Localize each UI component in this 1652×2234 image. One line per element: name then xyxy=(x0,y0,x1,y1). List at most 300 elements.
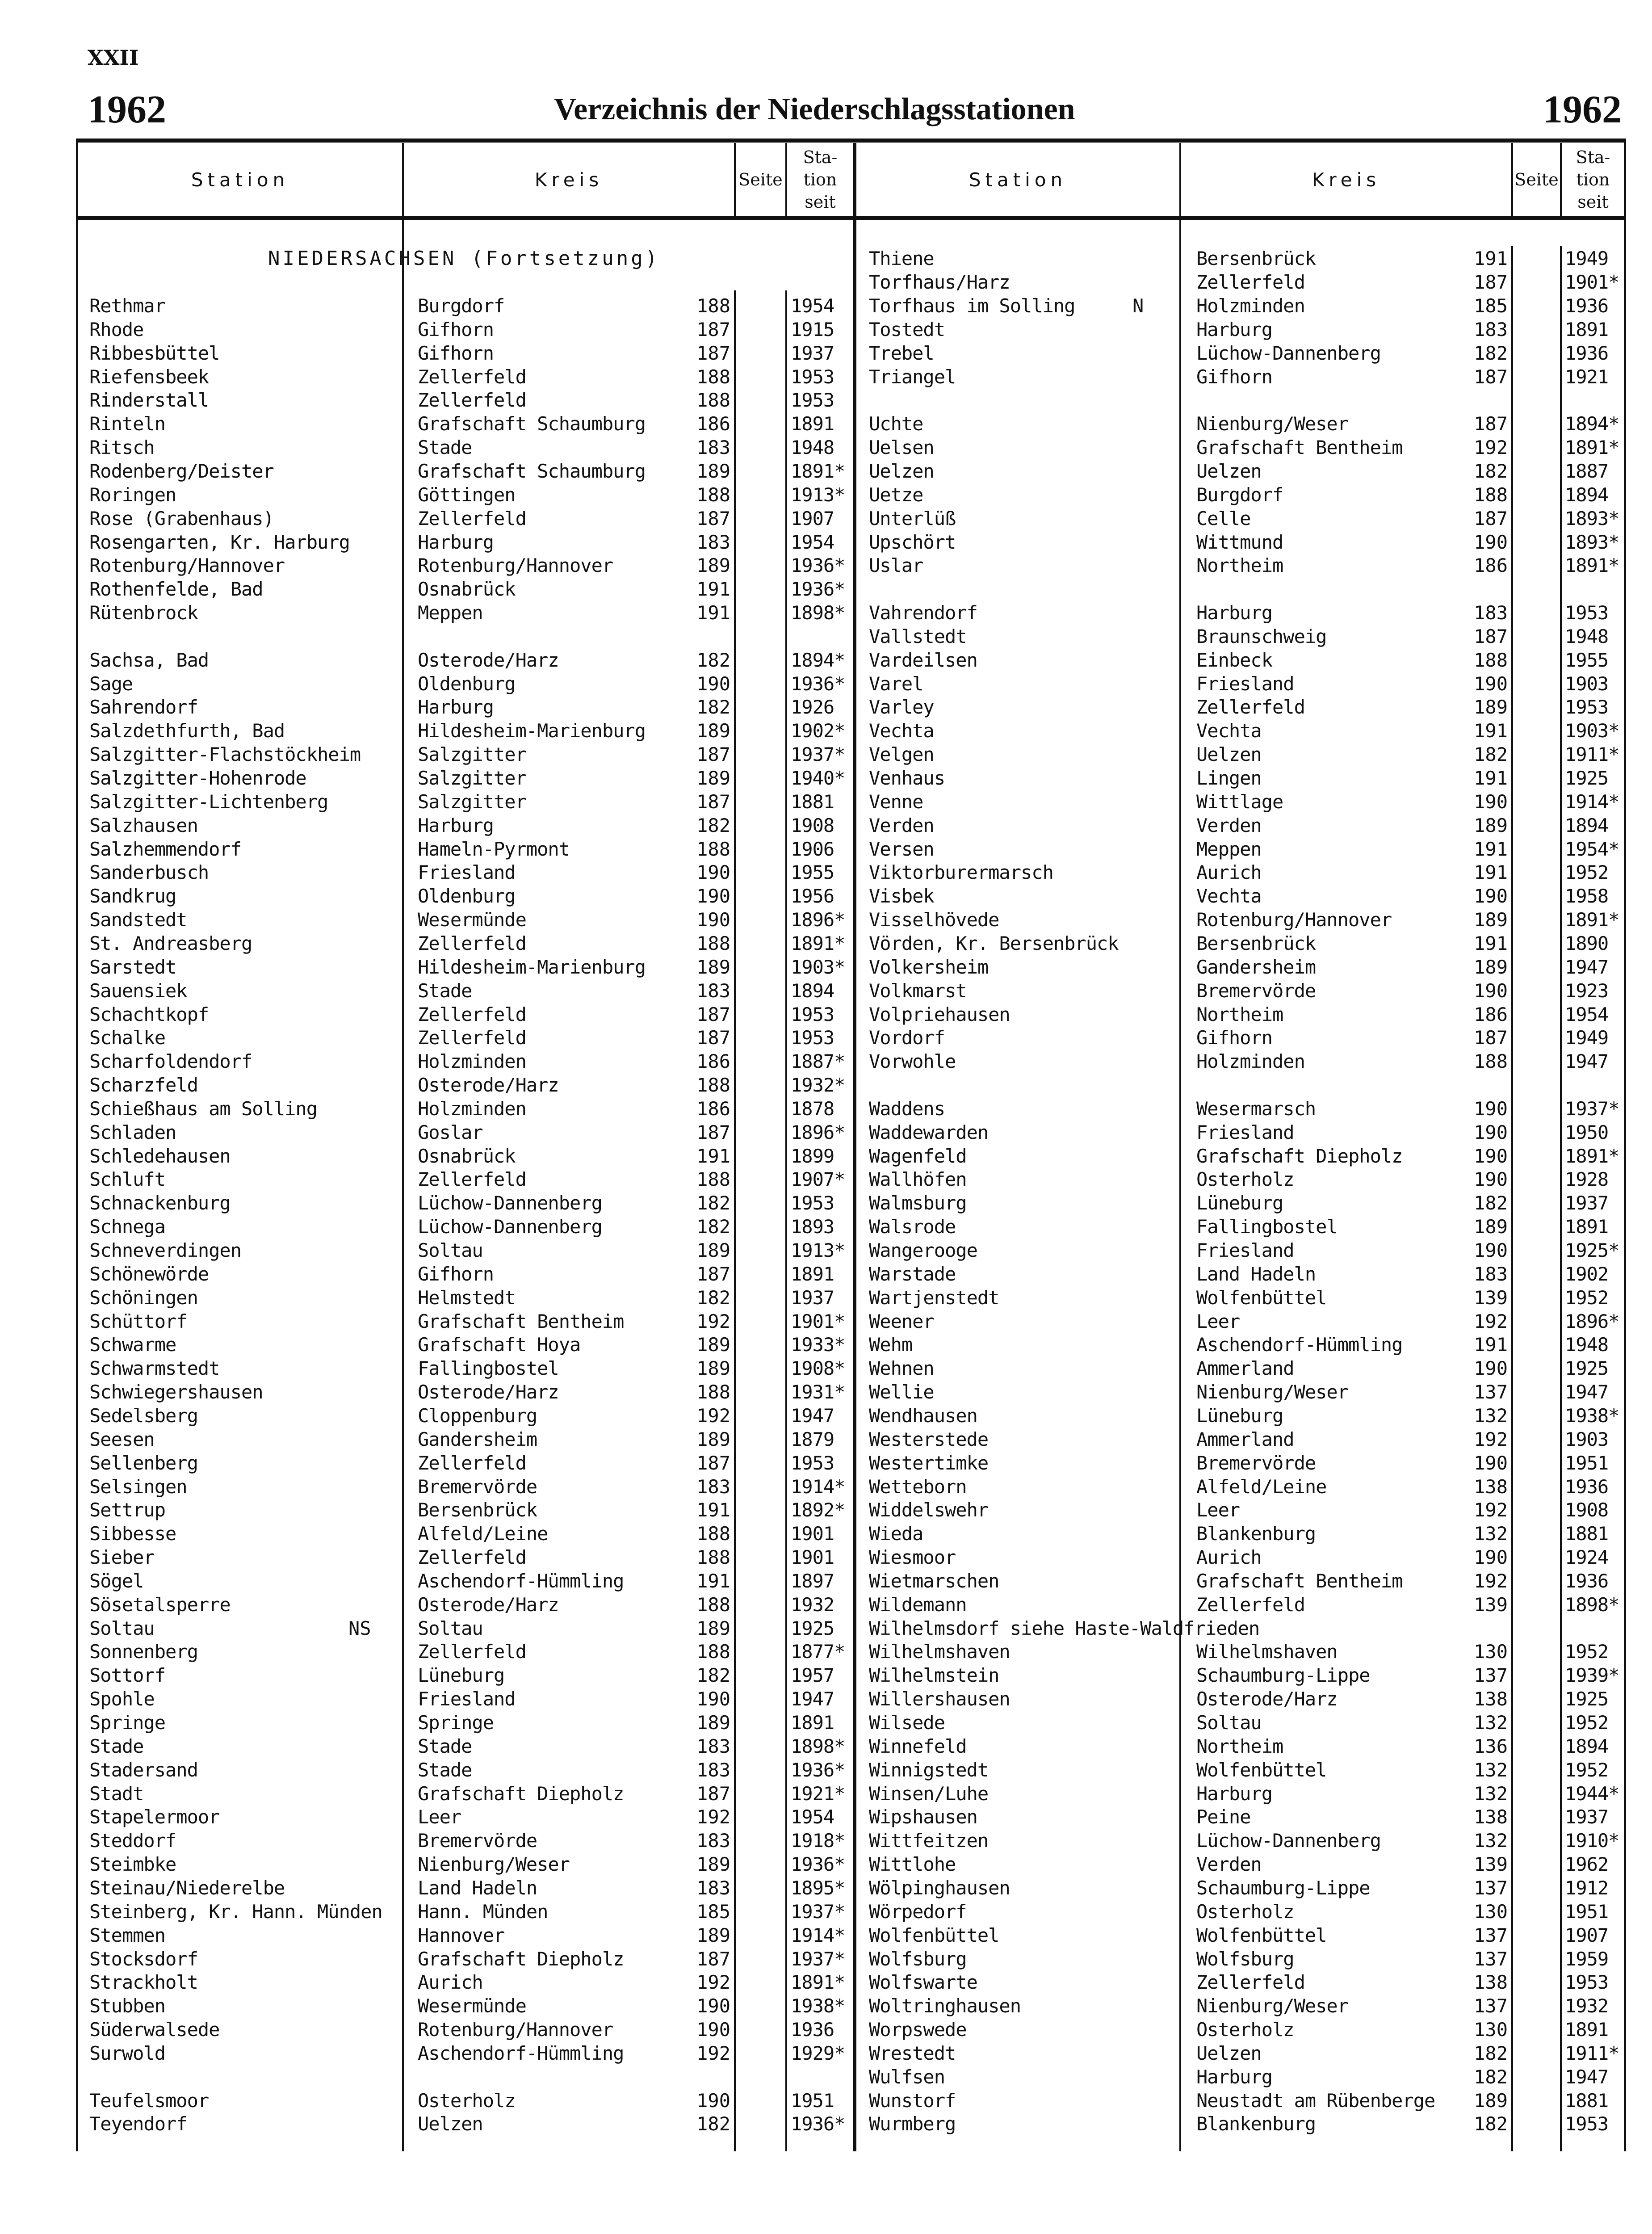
seite-value: 190 xyxy=(1474,1145,1508,1167)
station-seit-year: 1936 xyxy=(1565,342,1609,364)
kreis-name: Stade xyxy=(418,979,472,1002)
kreis-name: Gifhorn xyxy=(418,342,494,364)
station-seit-year: 1907 xyxy=(1565,1924,1609,1946)
seite-value: 182 xyxy=(696,814,730,836)
station-name: Wehm xyxy=(869,1334,913,1356)
seite-value: 187 xyxy=(696,318,730,340)
seite-value: 189 xyxy=(696,1617,730,1639)
seite-value: 188 xyxy=(1474,483,1508,506)
station-seit-year: 1891 xyxy=(791,413,834,435)
table-row xyxy=(0,1970,1652,1994)
station-name: Wolfswarte xyxy=(869,1971,977,1994)
page-title: Verzeichnis der Niederschlagsstationen xyxy=(554,92,1075,126)
seite-value: 183 xyxy=(1474,602,1508,624)
seite-value: 190 xyxy=(696,885,730,907)
station-name: Wölpinghausen xyxy=(869,1877,1010,1899)
seite-value: 188 xyxy=(1474,1050,1508,1073)
kreis-name: Lüchow-Dannenberg xyxy=(1196,342,1381,364)
kreis-name: Osterholz xyxy=(1196,1900,1294,1923)
station-name: Settrup xyxy=(89,1499,166,1521)
station-name: Rhode xyxy=(89,318,144,340)
kreis-name: Lingen xyxy=(1196,767,1262,789)
table-row xyxy=(0,577,1652,601)
station-seit-year: 1903* xyxy=(1565,720,1619,742)
table-row xyxy=(0,1900,1652,1923)
kreis-name: Lüchow-Dannenberg xyxy=(418,1192,602,1214)
seite-value: 189 xyxy=(1474,696,1508,718)
seite-value: 189 xyxy=(696,1239,730,1261)
table-row xyxy=(0,1687,1652,1711)
kreis-name: Gandersheim xyxy=(1196,956,1316,978)
seite-value: 192 xyxy=(696,1404,730,1427)
table-row xyxy=(0,955,1652,979)
seite-value: 191 xyxy=(1474,932,1508,954)
station-seit-year: 1892* xyxy=(791,1499,845,1521)
station-seit-year: 1926 xyxy=(791,696,834,718)
table-row xyxy=(0,1640,1652,1663)
kreis-name: Land Hadeln xyxy=(418,1877,537,1899)
station-name: Torfhaus/Harz xyxy=(869,271,1010,294)
station-name: Wolfenbüttel xyxy=(869,1924,999,1946)
header-station-right: Station xyxy=(969,168,1067,191)
kreis-name: Einbeck xyxy=(1196,649,1273,671)
table-row xyxy=(0,436,1652,459)
station-name: Vordorf xyxy=(869,1027,945,1049)
seite-value: 187 xyxy=(1474,271,1508,294)
kreis-name: Helmstedt xyxy=(418,1286,516,1309)
table-row xyxy=(0,719,1652,743)
station-seit-year: 1914* xyxy=(791,1475,845,1498)
station-name: Schledehausen xyxy=(89,1145,231,1167)
station-seit-year: 1948 xyxy=(1565,1334,1609,1356)
seite-value: 191 xyxy=(696,1499,730,1521)
table-row xyxy=(0,1026,1652,1050)
station-name: Wetteborn xyxy=(869,1475,967,1498)
station-name: Selsingen xyxy=(89,1475,187,1498)
kreis-name: Zellerfeld xyxy=(1196,1593,1305,1616)
kreis-name: Grafschaft Schaumburg xyxy=(418,413,646,435)
kreis-name: Uelzen xyxy=(1196,460,1262,482)
table-row xyxy=(0,908,1652,932)
station-name: Unterlüß xyxy=(869,507,956,529)
kreis-name: Hann. Münden xyxy=(418,1900,548,1923)
station-name: Sonnenberg xyxy=(89,1641,198,1663)
station-name: Schöningen xyxy=(89,1286,198,1309)
station-seit-year: 1903* xyxy=(791,956,845,978)
station-name: Steinau/Niederelbe xyxy=(89,1877,285,1899)
station-name: Versen xyxy=(869,838,934,860)
station-name: Westertimke xyxy=(869,1452,989,1474)
table-row xyxy=(0,1239,1652,1262)
table-row xyxy=(0,1262,1652,1286)
station-seit-year: 1891 xyxy=(1565,1216,1609,1238)
station-name: Teufelsmoor xyxy=(89,2089,209,2112)
station-name: Rotenburg/Hannover xyxy=(89,554,285,577)
kreis-name: Ammerland xyxy=(1196,1428,1294,1450)
kreis-name: Zellerfeld xyxy=(418,1168,526,1191)
seite-value: 188 xyxy=(696,1168,730,1191)
seite-value: 189 xyxy=(696,1712,730,1734)
station-name: Varley xyxy=(869,696,934,718)
kreis-name: Peine xyxy=(1196,1806,1251,1828)
kreis-name: Soltau xyxy=(1196,1712,1262,1734)
kreis-name: Friesland xyxy=(418,1688,516,1710)
table-row xyxy=(0,1050,1652,1073)
station-name: Thiene xyxy=(869,248,934,270)
station-name: Salzhausen xyxy=(89,814,198,836)
table-row xyxy=(0,1451,1652,1475)
station-seit-year: 1894* xyxy=(791,649,845,671)
seite-value: 138 xyxy=(1474,1806,1508,1828)
kreis-name: Springe xyxy=(418,1712,494,1734)
station-seit-year: 1893 xyxy=(791,1216,834,1238)
seite-value: 190 xyxy=(696,1688,730,1710)
station-name: Sellenberg xyxy=(89,1452,198,1474)
station-name: Schnega xyxy=(89,1216,166,1238)
kreis-name: Schaumburg-Lippe xyxy=(1196,1664,1370,1687)
station-seit-year: 1921* xyxy=(791,1782,845,1805)
kreis-name: Soltau xyxy=(418,1239,483,1261)
station-name: Willershausen xyxy=(869,1688,1010,1710)
table-row xyxy=(0,1003,1652,1026)
station-name: Spohle xyxy=(89,1688,155,1710)
seite-value: 183 xyxy=(696,531,730,553)
station-name: Winnefeld xyxy=(869,1735,967,1757)
kreis-name: Zellerfeld xyxy=(418,1003,526,1025)
station-seit-year: 1954 xyxy=(1565,1003,1609,1025)
kreis-name: Bremervörde xyxy=(1196,979,1316,1002)
station-name: Stadt xyxy=(89,1782,144,1805)
station-seit-year: 1955 xyxy=(1565,649,1609,671)
kreis-name: Bremervörde xyxy=(418,1475,537,1498)
station-seit-year: 1901* xyxy=(1565,271,1619,294)
station-name: Wilsede xyxy=(869,1712,945,1734)
seite-value: 137 xyxy=(1474,1924,1508,1946)
station-seit-year: 1947 xyxy=(1565,1050,1609,1073)
seite-value: 192 xyxy=(696,2042,730,2064)
header-seit-left: Sta- tion seit xyxy=(803,147,838,212)
kreis-name: Zellerfeld xyxy=(1196,696,1305,718)
kreis-name: Northeim xyxy=(1196,1735,1283,1757)
station-seit-year: 1952 xyxy=(1565,1286,1609,1309)
kreis-name: Harburg xyxy=(1196,2066,1273,2088)
table-row xyxy=(0,1428,1652,1451)
station-seit-year: 1936 xyxy=(1565,1570,1609,1592)
station-seit-year: 1940* xyxy=(791,767,845,789)
kreis-name: Zellerfeld xyxy=(1196,1971,1305,1994)
kreis-name: Land Hadeln xyxy=(1196,1263,1316,1285)
seite-value: 190 xyxy=(696,2089,730,2112)
kreis-name: Rotenburg/Hannover xyxy=(418,554,613,577)
seite-value: 191 xyxy=(1474,767,1508,789)
table-row xyxy=(0,459,1652,483)
station-name: Wiesmoor xyxy=(869,1546,956,1569)
seite-value: 191 xyxy=(696,1145,730,1167)
table-row xyxy=(0,1876,1652,1900)
station-name: Weener xyxy=(869,1310,934,1332)
table-row xyxy=(0,1593,1652,1617)
seite-value: 182 xyxy=(1474,1192,1508,1214)
station-seit-year: 1953 xyxy=(1565,2113,1609,2135)
kreis-name: Grafschaft Bentheim xyxy=(1196,1570,1403,1592)
station-name: Sandstedt xyxy=(89,909,187,931)
table-row xyxy=(0,1734,1652,1758)
kreis-name: Zellerfeld xyxy=(418,1546,526,1569)
station-name: Torfhaus im Solling xyxy=(869,295,1075,317)
kreis-name: Oldenburg xyxy=(418,672,516,695)
station-name: Salzhemmendorf xyxy=(89,838,242,860)
station-seit-year: 1953 xyxy=(791,1003,834,1025)
table-row xyxy=(0,1191,1652,1215)
station-seit-year: 1887 xyxy=(1565,460,1609,482)
kreis-name: Osterholz xyxy=(1196,2019,1294,2041)
kreis-name: Wesermarsch xyxy=(1196,1097,1316,1120)
seite-value: 188 xyxy=(696,1593,730,1616)
station-seit-year: 1956 xyxy=(791,885,834,907)
station-name: Visselhövede xyxy=(869,909,999,931)
kreis-name: Holzminden xyxy=(1196,295,1305,317)
kreis-name: Holzminden xyxy=(1196,1050,1305,1073)
station-name: Wurmberg xyxy=(869,2113,956,2135)
seite-value: 187 xyxy=(696,790,730,813)
station-name: Westerstede xyxy=(869,1428,989,1450)
table-row xyxy=(0,1380,1652,1404)
kreis-name: Alfeld/Leine xyxy=(1196,1475,1327,1498)
seite-value: 187 xyxy=(1474,365,1508,388)
kreis-name: Burgdorf xyxy=(1196,483,1283,506)
seite-value: 190 xyxy=(1474,1121,1508,1143)
station-name: Triangel xyxy=(869,365,956,388)
kreis-name: Aurich xyxy=(1196,1546,1262,1569)
station-seit-year: 1891 xyxy=(1565,318,1609,340)
seite-value: 190 xyxy=(1474,1357,1508,1380)
kreis-name: Leer xyxy=(1196,1310,1240,1332)
seite-value: 186 xyxy=(1474,554,1508,577)
station-name: Wolfsburg xyxy=(869,1948,967,1970)
table-row xyxy=(0,507,1652,530)
table-row xyxy=(0,388,1652,412)
station-seit-year: 1936* xyxy=(791,2113,845,2135)
seite-value: 187 xyxy=(696,1948,730,1970)
station-name: Stadersand xyxy=(89,1759,198,1781)
kreis-name: Hildesheim-Marienburg xyxy=(418,956,646,978)
table-row xyxy=(0,1215,1652,1239)
seite-value: 182 xyxy=(696,696,730,718)
kreis-name: Soltau xyxy=(418,1617,483,1639)
seite-value: 188 xyxy=(696,1523,730,1545)
kreis-name: Lüneburg xyxy=(418,1664,505,1687)
table-row xyxy=(0,1617,1652,1640)
station-seit-year: 1937* xyxy=(791,1900,845,1923)
kreis-name: Lüneburg xyxy=(1196,1192,1283,1214)
kreis-name: Lüchow-Dannenberg xyxy=(1196,1830,1381,1852)
kreis-name: Friesland xyxy=(1196,1239,1294,1261)
kreis-name: Celle xyxy=(1196,507,1251,529)
station-name: Wilhelmsdorf siehe Haste-Waldfrieden xyxy=(869,1617,1260,1639)
table-row xyxy=(0,2041,1652,2065)
seite-value: 187 xyxy=(1474,413,1508,435)
station-name: Vörden, Kr. Bersenbrück xyxy=(869,932,1119,954)
station-seit-year: 1952 xyxy=(1565,861,1609,884)
kreis-name: Blankenburg xyxy=(1196,2113,1316,2135)
station-name: Strackholt xyxy=(89,1971,198,1994)
seite-value: 188 xyxy=(696,1546,730,1569)
seite-value: 191 xyxy=(1474,838,1508,860)
section-title: NIEDERSACHSEN (Fortsetzung) xyxy=(268,247,660,270)
station-name: Sarstedt xyxy=(89,956,176,978)
seite-value: 189 xyxy=(696,554,730,577)
station-seit-year: 1891 xyxy=(1565,2019,1609,2041)
kreis-name: Vechta xyxy=(1196,885,1262,907)
station-note: NS xyxy=(348,1617,371,1639)
station-name: Sedelsberg xyxy=(89,1404,198,1427)
kreis-name: Harburg xyxy=(1196,318,1273,340)
station-name: Walmsburg xyxy=(869,1192,967,1214)
seite-value: 189 xyxy=(696,1428,730,1450)
year-right: 1962 xyxy=(1543,88,1622,131)
station-name: Rosengarten, Kr. Harburg xyxy=(89,531,350,553)
station-seit-year: 1931* xyxy=(791,1381,845,1403)
station-seit-year: 1924 xyxy=(1565,1546,1609,1569)
station-name: Uchte xyxy=(869,413,923,435)
seite-value: 191 xyxy=(696,1570,730,1592)
seite-value: 183 xyxy=(696,1759,730,1781)
kreis-name: Oldenburg xyxy=(418,885,516,907)
seite-value: 182 xyxy=(696,649,730,671)
seite-value: 137 xyxy=(1474,1664,1508,1687)
station-seit-year: 1948 xyxy=(791,437,834,459)
table-row xyxy=(0,1758,1652,1782)
station-seit-year: 1894* xyxy=(1565,413,1619,435)
station-seit-year: 1937 xyxy=(791,1286,834,1309)
station-name: Steimbke xyxy=(89,1853,176,1876)
seite-value: 190 xyxy=(1474,979,1508,1002)
kreis-name: Nienburg/Weser xyxy=(1196,1381,1349,1403)
kreis-name: Uelzen xyxy=(1196,743,1262,766)
station-seit-year: 1947 xyxy=(1565,2066,1609,2088)
station-seit-year: 1951 xyxy=(1565,1452,1609,1474)
station-name: Wallhöfen xyxy=(869,1168,967,1191)
station-name: Süderwalsede xyxy=(89,2019,220,2041)
station-name: Sibbesse xyxy=(89,1523,176,1545)
station-seit-year: 1899 xyxy=(791,1145,834,1167)
table-row xyxy=(0,554,1652,577)
seite-value: 182 xyxy=(1474,2042,1508,2064)
station-name: Rinteln xyxy=(89,413,166,435)
station-seit-year: 1953 xyxy=(791,1192,834,1214)
seite-value: 188 xyxy=(696,838,730,860)
station-name: Warstade xyxy=(869,1263,956,1285)
station-name: Schwarmstedt xyxy=(89,1357,220,1380)
table-row xyxy=(0,1097,1652,1121)
kreis-name: Nienburg/Weser xyxy=(418,1853,570,1876)
seite-value: 188 xyxy=(696,1381,730,1403)
kreis-name: Osnabrück xyxy=(418,578,516,600)
station-seit-year: 1950 xyxy=(1565,1121,1609,1143)
kreis-name: Hannover xyxy=(418,1924,505,1946)
seite-value: 191 xyxy=(1474,861,1508,884)
seite-value: 187 xyxy=(696,1782,730,1805)
table-row xyxy=(0,1356,1652,1380)
seite-value: 190 xyxy=(696,909,730,931)
seite-value: 130 xyxy=(1474,2019,1508,2041)
table-row xyxy=(0,1569,1652,1593)
kreis-name: Gifhorn xyxy=(1196,1027,1273,1049)
station-seit-year: 1911* xyxy=(1565,2042,1619,2064)
station-name: Stapelermoor xyxy=(89,1806,220,1828)
station-seit-year: 1891 xyxy=(791,1263,834,1285)
station-seit-year: 1911* xyxy=(1565,743,1619,766)
station-name: Wildemann xyxy=(869,1593,967,1616)
kreis-name: Wesermünde xyxy=(418,909,526,931)
station-seit-year: 1925 xyxy=(791,1617,834,1639)
station-seit-year: 1907* xyxy=(791,1168,845,1191)
station-seit-year: 1939* xyxy=(1565,1664,1619,1687)
kreis-name: Wesermünde xyxy=(418,1995,526,2017)
kreis-name: Harburg xyxy=(1196,602,1273,624)
kreis-name: Zellerfeld xyxy=(418,507,526,529)
station-note: N xyxy=(1132,295,1144,317)
station-name: Salzgitter-Flachstöckheim xyxy=(89,743,361,766)
kreis-name: Osterholz xyxy=(418,2089,516,2112)
seite-value: 187 xyxy=(696,1003,730,1025)
seite-value: 130 xyxy=(1474,1900,1508,1923)
station-seit-year: 1936* xyxy=(791,1853,845,1876)
station-seit-year: 1953 xyxy=(1565,696,1609,718)
station-seit-year: 1936* xyxy=(791,672,845,695)
seite-value: 190 xyxy=(696,2019,730,2041)
header-kreis-left: Kreis xyxy=(534,168,604,191)
station-name: Vardeilsen xyxy=(869,649,977,671)
station-seit-year: 1918* xyxy=(791,1830,845,1852)
station-seit-year: 1952 xyxy=(1565,1759,1609,1781)
station-name: Scharfoldendorf xyxy=(89,1050,252,1073)
station-seit-year: 1949 xyxy=(1565,248,1609,270)
station-seit-year: 1896* xyxy=(791,1121,845,1143)
station-name: Uelzen xyxy=(869,460,934,482)
station-seit-year: 1887* xyxy=(791,1050,845,1073)
kreis-name: Meppen xyxy=(418,602,483,624)
station-seit-year: 1951 xyxy=(791,2089,834,2112)
seite-value: 187 xyxy=(1474,625,1508,647)
table-row xyxy=(0,1498,1652,1522)
seite-value: 185 xyxy=(1474,295,1508,317)
station-name: Sandkrug xyxy=(89,885,176,907)
station-seit-year: 1913* xyxy=(791,1239,845,1261)
seite-value: 190 xyxy=(696,861,730,884)
station-seit-year: 1906 xyxy=(791,838,834,860)
table-row xyxy=(0,766,1652,790)
station-seit-year: 1898* xyxy=(1565,1593,1619,1616)
table-row xyxy=(0,1073,1652,1097)
table-row xyxy=(0,1923,1652,1947)
station-name: Rinderstall xyxy=(89,389,209,412)
table-row xyxy=(0,790,1652,814)
table-row xyxy=(0,695,1652,719)
kreis-name: Alfeld/Leine xyxy=(418,1523,548,1545)
station-seit-year: 1891* xyxy=(1565,437,1619,459)
station-seit-year: 1891* xyxy=(1565,554,1619,577)
seite-value: 190 xyxy=(1474,885,1508,907)
station-name: Wipshausen xyxy=(869,1806,977,1828)
station-name: Schluft xyxy=(89,1168,166,1191)
table-row xyxy=(0,1711,1652,1734)
seite-value: 192 xyxy=(1474,437,1508,459)
seite-value: 190 xyxy=(1474,1168,1508,1191)
station-name: Trebel xyxy=(869,342,934,364)
station-name: Vahrendorf xyxy=(869,602,977,624)
seite-value: 192 xyxy=(1474,1428,1508,1450)
